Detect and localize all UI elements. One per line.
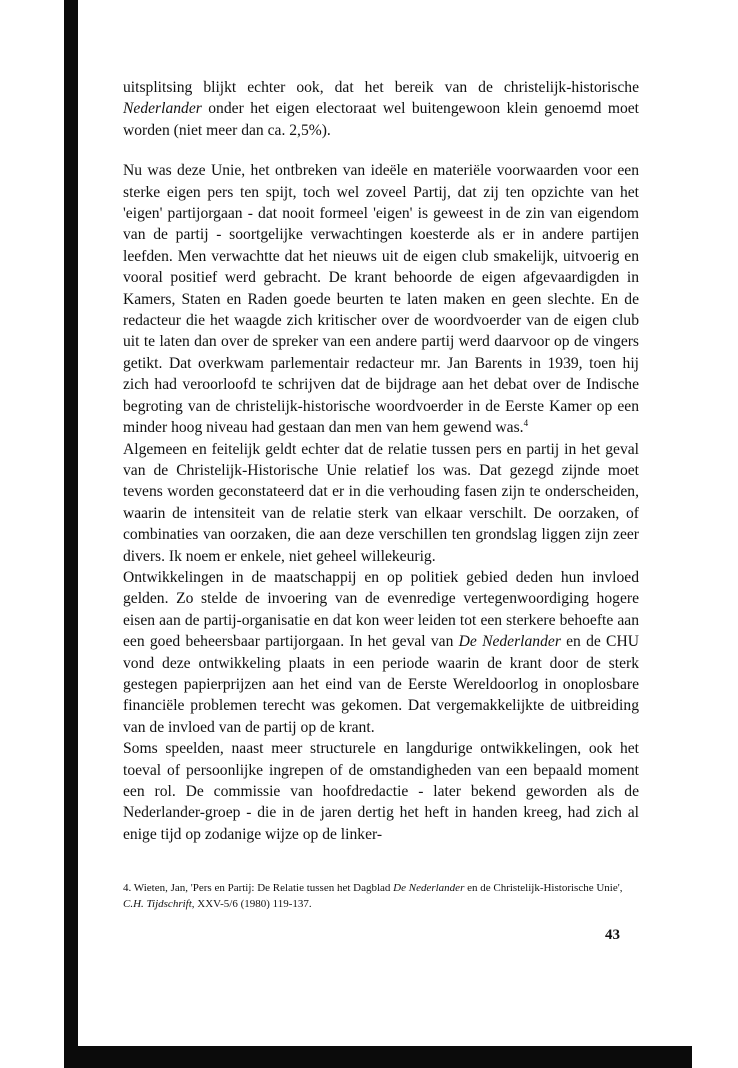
text-run: , XXV-5/6 (1980) 119-137. bbox=[191, 898, 312, 910]
text-run: onder het eigen electoraat wel buitengewoon klein genoemd moet worden (niet meer dan ca. 2,5%). bbox=[123, 100, 639, 139]
footnote bbox=[123, 880, 643, 912]
paragraph-5 bbox=[123, 738, 639, 845]
paragraph-3 bbox=[123, 439, 639, 567]
text-run: Ontwikkelingen in de maatschappij en op politiek gebied deden hun invloed gelden. Zo stelde de invoering van de evenredige vertegenwoordiging hogere eisen aan de partij-organisatie en dat kon weer leiden tot een sterkere behoefte aan een goed beheersbaar partijorgaan. In het geval van bbox=[123, 568, 639, 651]
footnote-ref: 4 bbox=[523, 417, 529, 428]
page-number: 43 bbox=[605, 927, 620, 943]
scan-border-bottom bbox=[64, 1046, 692, 1068]
paragraph-2 bbox=[123, 160, 639, 438]
text-run: en de CHU vond deze ontwikkeling plaats in een periode waarin de krant door de sterk gestegen papierprijzen aan het eind van de Eerste Wereldoorlog in onoplosbare financiële problemen terecht was gekomen. Dat vergemakkelijkte de uitbreiding van de invloed van de partij op de krant. bbox=[123, 633, 639, 736]
text-run: Soms speelden, naast meer structurele en langdurige ontwikkelingen, ook het toeval of persoonlijke ingrepen of de omstandigheden van een bepaald moment een rol. De commissie van hoofdredactie - later bekend geworden als de Nederlander-groep - die in de jaren dertig het heft in handen kreeg, had zich al enige tijd op zodanige wijze op de linker- bbox=[123, 740, 639, 843]
paragraph-1 bbox=[123, 77, 639, 141]
text-run: Nu was deze Unie, het ontbreken van ideële en materiële voorwaarden voor een sterke eigen pers ten spijt, toch wel zoveel Partij, dat zij ten opzichte van het 'eigen' partijorgaan - dat nooit formeel 'eigen' is geweest in de zin van eigendom van de partij - soortgelijke verwachtingen koesterde als er in andere partijen leefden. Men verwachtte dat het nieuws uit de eigen club smakelijk, uitvoerig en vooral positief werd gebracht. De krant behoorde de eigen afgevaardigden in Kamers, Staten en Raden goede beurten te laten maken en geen slechte. En de redacteur die het waagde zich kritischer over de woordvoerder van de eigen club uit te laten dan over de spreker van een andere partij werd daarvoor op de vingers getikt. Dat overkwam parlementair redacteur mr. Jan Barents in 1939, toen hij zich had veroorloofd te schrijven dat de bijdrage aan het debat over de Indische begroting van de christelijk-historische woordvoerder in de Eerste Kamer op een minder hoog niveau had gestaan dan men van hem gewend was. bbox=[123, 162, 639, 437]
italic-text: Nederlander bbox=[123, 100, 202, 118]
italic-text: De Nederlander bbox=[458, 633, 561, 651]
text-run: en de Christelijk-Historische Unie', bbox=[464, 882, 623, 894]
scan-border-left bbox=[64, 0, 78, 1068]
paragraph-4 bbox=[123, 567, 639, 738]
text-run: Algemeen en feitelijk geldt echter dat de relatie tussen pers en partij in het geval van de Christelijk-Historische Unie relatief los was. Dat gezegd zijnde moet tevens worden geconstateerd dat er in die verhouding fasen zijn te onderscheiden, waarin de intensiteit van de relatie sterk van elkaar verschilt. De oorzaken, of combinaties van oorzaken, die aan deze verschillen ten grondslag liggen zijn zeer divers. Ik noem er enkele, niet geheel willekeurig. bbox=[123, 440, 639, 565]
text-run: 4. Wieten, Jan, 'Pers en Partij: De Relatie tussen het Dagblad bbox=[123, 882, 394, 894]
italic-text: De Nederlander bbox=[393, 882, 465, 894]
body-text bbox=[123, 77, 639, 845]
italic-text: C.H. Tijdschrift bbox=[123, 898, 192, 910]
text-run: uitsplitsing blijkt echter ook, dat het bereik van de christelijk-historische bbox=[123, 79, 639, 96]
